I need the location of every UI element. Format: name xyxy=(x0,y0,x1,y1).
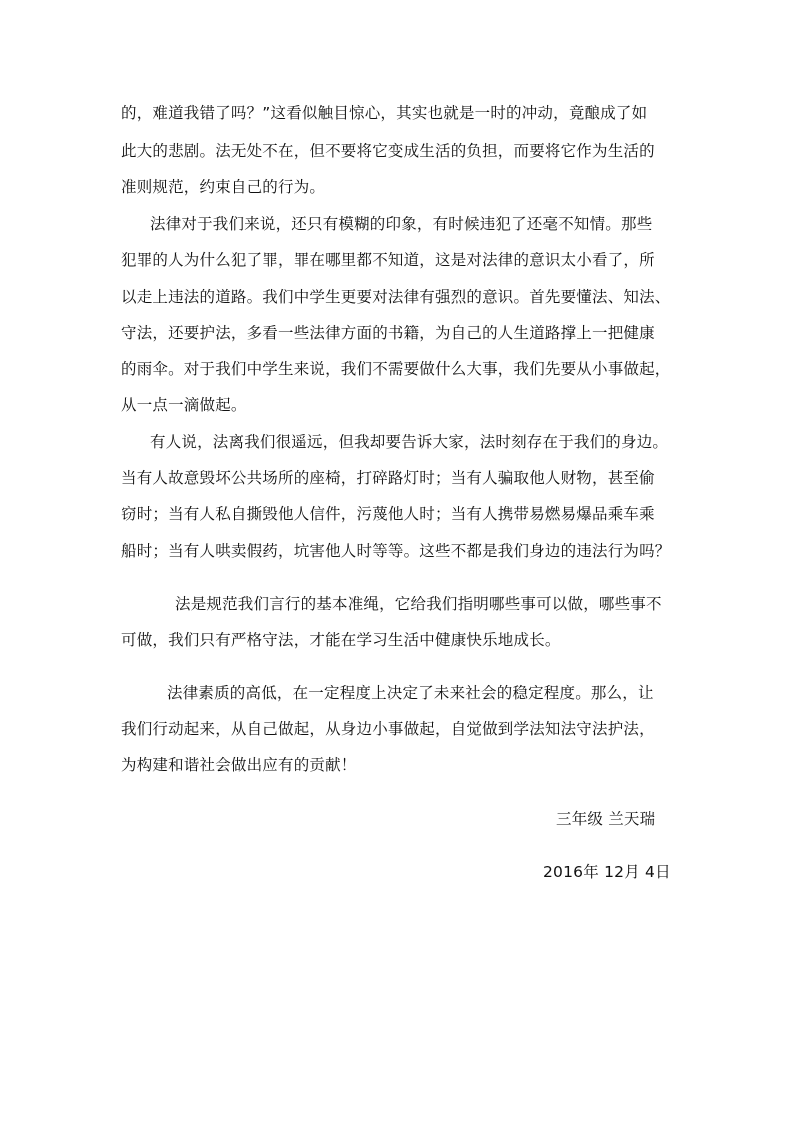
paragraph-line: 以走上违法的道路。我们中学生更要对法律有强烈的意识。首先要懂法、知法、 xyxy=(121,288,671,306)
signature-date: 2016年 12月 4日 xyxy=(543,863,671,881)
paragraph-line: 从一点一滴做起。 xyxy=(121,396,247,414)
paragraph-line: 可做，我们只有严格守法，才能在学习生活中健康快乐地成长。 xyxy=(121,631,561,649)
paragraph-line: 法律素质的高低，在一定程度上决定了未来社会的稳定程度。那么，让 xyxy=(167,684,654,702)
paragraph-line: 犯罪的人为什么犯了罪，罪在哪里都不知道，这是对法律的意识太小看了，所 xyxy=(121,251,655,269)
paragraph-line: 准则规范，约束自己的行为。 xyxy=(121,178,326,196)
paragraph-line: 法律对于我们来说，还只有模糊的印象，有时候违犯了还毫不知情。那些 xyxy=(150,215,653,233)
paragraph-line: 为构建和谐社会做出应有的贡献！ xyxy=(121,756,357,774)
paragraph-line: 有人说，法离我们很遥远，但我却要告诉大家，法时刻存在于我们的身边。 xyxy=(150,433,669,451)
paragraph-line: 船时；当有人哄卖假药，坑害他人时等等。这些不都是我们身边的违法行为吗？ xyxy=(121,542,671,560)
paragraph-line: 窃时；当有人私自撕毁他人信件，污蔑他人时；当有人携带易燃易爆品乘车乘 xyxy=(121,505,655,523)
paragraph-line: 守法，还要护法，多看一些法律方面的书籍，为自己的人生道路撑上一把健康 xyxy=(121,324,655,342)
paragraph-line: 的，难道我错了吗？”这看似触目惊心，其实也就是一时的冲动，竟酿成了如 xyxy=(121,104,648,122)
paragraph-line: 当有人故意毁坏公共场所的座椅，打碎路灯时；当有人骗取他人财物，甚至偷 xyxy=(121,469,655,487)
paragraph-line: 法是规范我们言行的基本准绳，它给我们指明哪些事可以做，哪些事不 xyxy=(175,595,662,613)
paragraph-line: 的雨伞。对于我们中学生来说，我们不需要做什么大事，我们先要从小事做起， xyxy=(121,360,671,378)
paragraph-line: 我们行动起来，从自己做起，从身边小事做起，自觉做到学法知法守法护法， xyxy=(121,720,655,738)
signature-author: 三年级 兰天瑞 xyxy=(556,810,656,828)
paragraph-line: 此大的悲剧。法无处不在，但不要将它变成生活的负担，而要将它作为生活的 xyxy=(121,142,655,160)
